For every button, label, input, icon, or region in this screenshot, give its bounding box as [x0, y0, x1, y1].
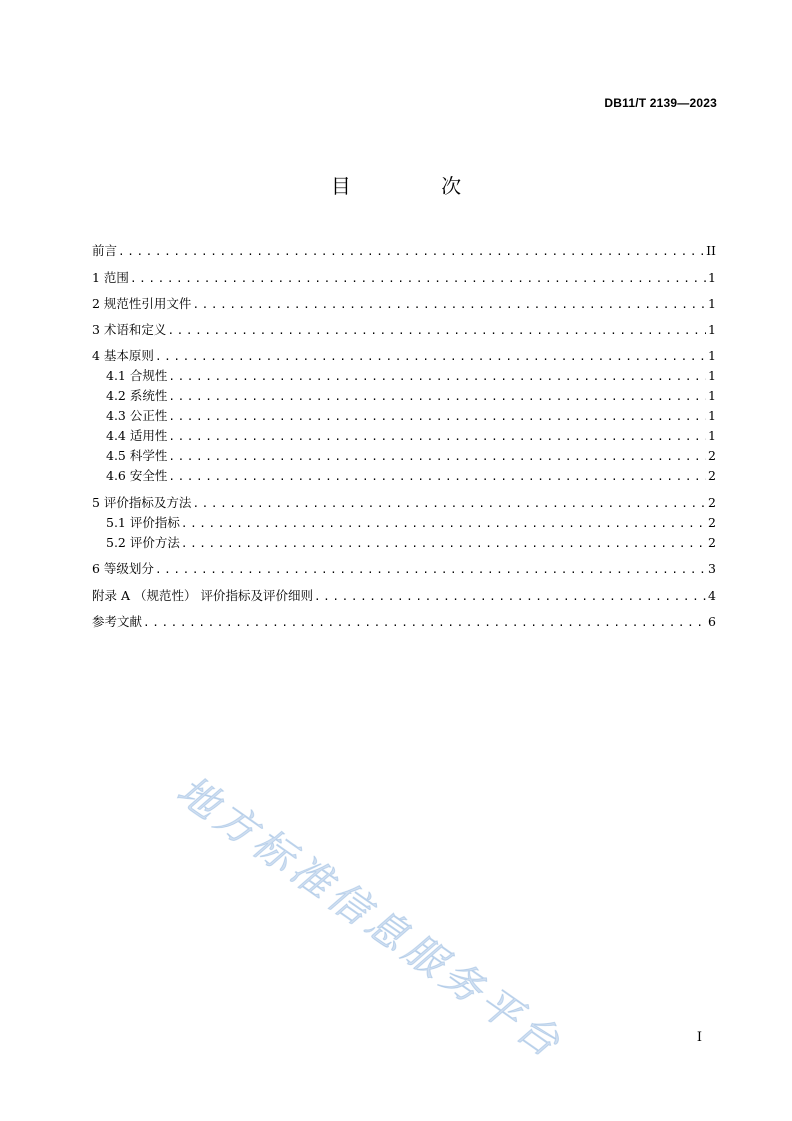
toc-entry-label: 4.3 公正性 — [106, 408, 168, 423]
toc-entry-page: 2 — [708, 448, 716, 463]
toc-entry[interactable] — [106, 513, 716, 533]
toc-entry-page: 3 — [708, 561, 716, 576]
toc-entry-page: 1 — [708, 368, 716, 383]
toc-entry[interactable] — [106, 426, 716, 446]
toc-entry-page: II — [706, 243, 716, 258]
toc-leader-dots — [314, 587, 706, 606]
toc-leader-dots — [168, 447, 706, 466]
toc-entry[interactable] — [106, 533, 716, 553]
page-number: I — [696, 1030, 702, 1045]
toc-leader-dots — [181, 514, 706, 533]
toc-leader-dots — [168, 467, 706, 486]
toc-entry-page: 2 — [708, 468, 716, 483]
toc-entry[interactable] — [106, 366, 716, 386]
toc-leader-dots — [130, 269, 706, 288]
toc-entry[interactable] — [92, 294, 716, 314]
toc-leader-dots — [118, 242, 704, 261]
toc-entry-label: 5.2 评价方法 — [106, 535, 180, 550]
toc-entry[interactable] — [92, 320, 716, 340]
toc-entry-page: 1 — [708, 428, 716, 443]
toc-leader-dots — [168, 427, 706, 446]
page-title: 目 次 — [330, 174, 504, 198]
toc-entry-label: 4.2 系统性 — [106, 388, 168, 403]
toc-leader-dots — [168, 367, 706, 386]
toc-leader-dots — [168, 387, 706, 406]
toc-entry-page: 1 — [708, 270, 716, 285]
toc-entry[interactable] — [106, 466, 716, 486]
toc-entry-page: 2 — [708, 495, 716, 510]
toc-entry-page: 4 — [708, 588, 716, 603]
toc-entry-label: 6 等级划分 — [92, 561, 154, 576]
toc-leader-dots — [192, 494, 706, 513]
toc-entry-page: 1 — [708, 408, 716, 423]
toc-entry-label: 4.5 科学性 — [106, 448, 168, 463]
toc-entry-page: 1 — [708, 296, 716, 311]
toc-entry-label: 前言 — [92, 243, 118, 258]
toc-entry[interactable] — [92, 559, 716, 579]
toc-entry[interactable] — [92, 268, 716, 288]
toc-entry[interactable] — [106, 386, 716, 406]
toc-entry[interactable] — [92, 493, 716, 513]
toc-leader-dots — [192, 295, 706, 314]
toc-entry-label: 4.4 适用性 — [106, 428, 168, 443]
toc-entry[interactable] — [106, 406, 716, 426]
toc-entry-page: 1 — [708, 348, 716, 363]
toc-leader-dots — [168, 407, 706, 426]
toc-entry-label: 附录 A （规范性） 评价指标及评价细则 — [92, 588, 313, 603]
toc-entry[interactable] — [106, 446, 716, 466]
toc-entry-page: 1 — [708, 388, 716, 403]
toc-entry-page: 6 — [708, 614, 716, 629]
toc-leader-dots — [155, 347, 706, 366]
toc-entry-label: 5.1 评价指标 — [106, 515, 180, 530]
toc-entry-label: 3 术语和定义 — [92, 322, 167, 337]
toc-leader-dots — [181, 534, 706, 553]
toc-entry[interactable] — [92, 612, 716, 632]
toc-leader-dots — [155, 560, 706, 579]
toc-entry-label: 2 规范性引用文件 — [92, 296, 192, 311]
toc-entry-page: 1 — [708, 322, 716, 337]
toc-entry-label: 4.6 安全性 — [106, 468, 168, 483]
toc-entry-label: 4.1 合规性 — [106, 368, 168, 383]
toc-entry[interactable] — [92, 586, 716, 606]
toc-entry-label: 1 范围 — [92, 270, 129, 285]
watermark: 地方标准信息服务平台 — [168, 767, 572, 1069]
toc-entry-label: 4 基本原则 — [92, 348, 154, 363]
toc-entry-page: 2 — [708, 535, 716, 550]
toc-entry-label: 5 评价指标及方法 — [92, 495, 192, 510]
toc-leader-dots — [167, 321, 706, 340]
document-code: DB11/T 2139—2023 — [604, 96, 717, 110]
toc-entry[interactable] — [92, 346, 716, 366]
toc-entry-page: 2 — [708, 515, 716, 530]
toc-leader-dots — [143, 613, 706, 632]
toc-entry[interactable] — [92, 241, 716, 261]
toc-entry-label: 参考文献 — [92, 614, 143, 629]
